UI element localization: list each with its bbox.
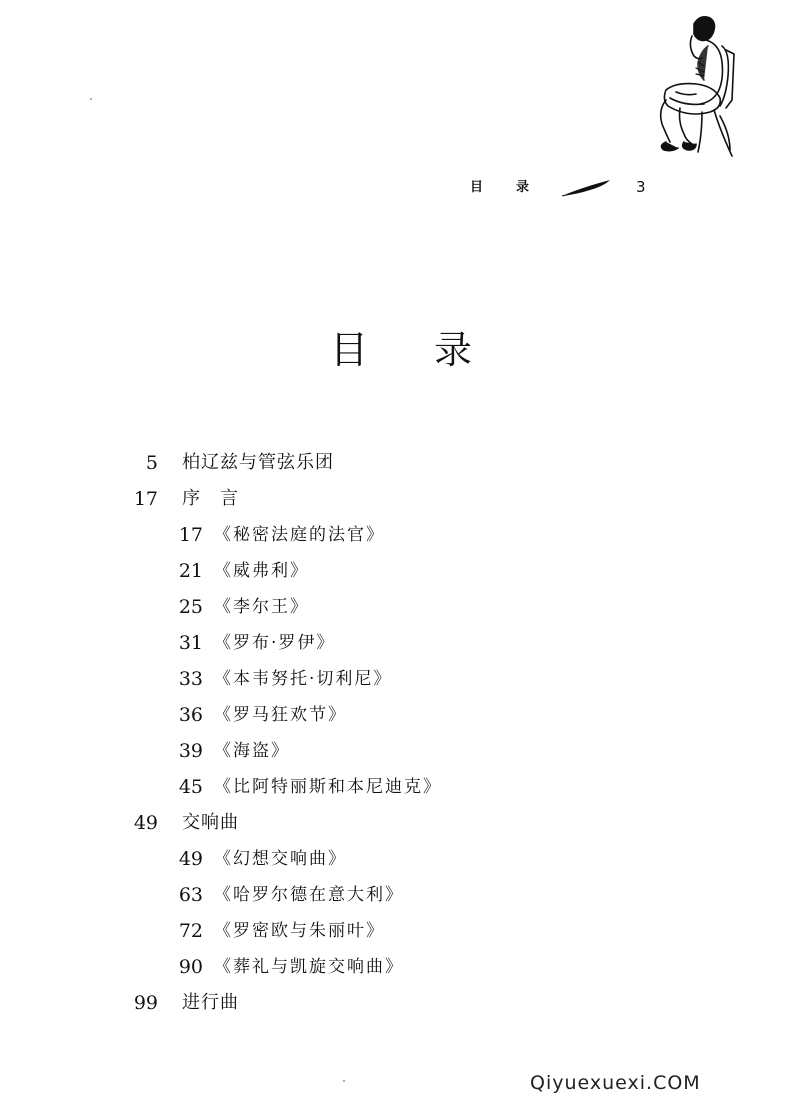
toc-entry-page: 31 [178, 632, 203, 654]
toc-entry [0, 445, 794, 481]
toc-entry-page: 90 [178, 956, 203, 978]
toc-entry [0, 481, 794, 517]
toc-entry [0, 877, 794, 913]
toc-entry [0, 553, 794, 589]
page-title-part1: 目 [330, 328, 369, 372]
toc-entry-title: 《比阿特丽斯和本尼迪克》 [214, 777, 442, 797]
toc-entry [0, 949, 794, 985]
header-label-part1: 目 [470, 180, 486, 195]
toc-entry-title: 《威弗利》 [214, 561, 309, 581]
quill-pen-icon [560, 178, 614, 198]
toc-entry-page: 49 [133, 812, 158, 834]
toc-entry-page: 17 [133, 488, 158, 510]
scan-speck [90, 98, 92, 100]
toc-entry-title: 《罗密欧与朱丽叶》 [214, 921, 385, 941]
toc-entry-page: 33 [178, 668, 203, 690]
toc-entry-title: 序 言 [182, 488, 239, 509]
toc-entry-title: 交响曲 [182, 812, 239, 833]
running-header [0, 176, 794, 202]
seated-figure-illustration [636, 6, 740, 164]
toc-entry [0, 589, 794, 625]
toc-entry-page: 99 [133, 992, 158, 1014]
toc-entry-title: 《幻想交响曲》 [214, 849, 347, 869]
toc-entry-page: 5 [145, 452, 158, 474]
toc-entry-page: 17 [178, 524, 203, 546]
toc-entry [0, 625, 794, 661]
toc-entry-title: 《海盗》 [214, 741, 290, 761]
toc-entry [0, 517, 794, 553]
toc-entry [0, 841, 794, 877]
toc-entry-page: 39 [178, 740, 203, 762]
toc-entry-title: 柏辽兹与管弦乐团 [182, 452, 334, 473]
toc-entry-page: 21 [178, 560, 203, 582]
toc-entry-page: 36 [178, 704, 203, 726]
toc-entry-title: 《本韦努托·切利尼》 [214, 669, 393, 689]
toc-entry-title: 《李尔王》 [214, 597, 309, 617]
toc-entry [0, 697, 794, 733]
toc-entry-title: 进行曲 [182, 992, 239, 1013]
toc-entry [0, 805, 794, 841]
header-label-part2: 录 [516, 180, 532, 195]
toc-entry-page: 63 [178, 884, 203, 906]
toc-entry-title: 《罗布·罗伊》 [214, 633, 336, 653]
scan-speck [343, 1080, 345, 1082]
toc-entry [0, 913, 794, 949]
toc-entry-title: 《秘密法庭的法官》 [214, 525, 385, 545]
page-title [0, 328, 794, 388]
toc-entry-title: 《葬礼与凯旋交响曲》 [214, 957, 404, 977]
watermark-text: Qiyuexuexi.COM [530, 1072, 701, 1094]
toc-entry [0, 769, 794, 805]
toc-entry-title: 《哈罗尔德在意大利》 [214, 885, 404, 905]
toc-entry [0, 661, 794, 697]
toc-entry-page: 72 [178, 920, 203, 942]
page-title-part2: 录 [434, 328, 473, 372]
toc-entry-page: 45 [178, 776, 203, 798]
toc-entry [0, 733, 794, 769]
toc-entry-page: 49 [178, 848, 203, 870]
page-number: 3 [636, 178, 646, 196]
toc-entry [0, 985, 794, 1021]
toc-entry-page: 25 [178, 596, 203, 618]
toc-entry-title: 《罗马狂欢节》 [214, 705, 347, 725]
